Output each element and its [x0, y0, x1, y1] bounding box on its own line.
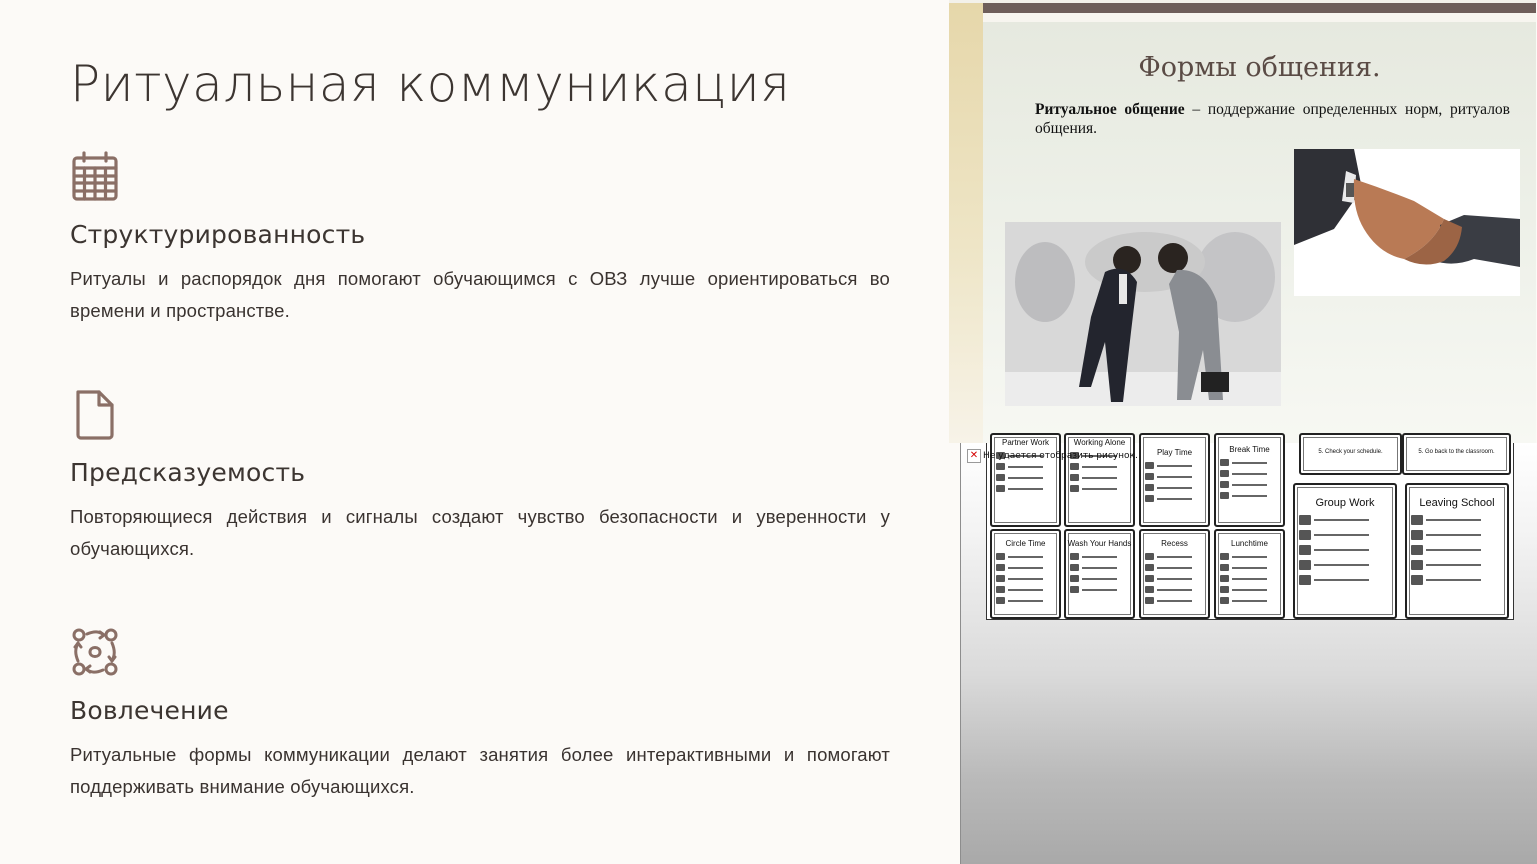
document-icon	[70, 388, 120, 440]
card-title: Recess	[1161, 539, 1188, 548]
broken-image-text: Не удается отобразить рисунок.	[983, 451, 1138, 461]
calendar-icon	[70, 150, 120, 202]
slide-title: Ритуальная коммуникация	[70, 55, 791, 113]
bowing-men-photo	[1005, 222, 1281, 406]
schedule-card	[1293, 483, 1397, 619]
card-title: Wash Your Hands	[1067, 539, 1132, 548]
inset-slide-image	[949, 0, 1536, 443]
schedule-card	[1064, 433, 1135, 527]
inset-top-bar	[960, 3, 1536, 13]
schedule-card	[1064, 529, 1135, 619]
card-title: Working Alone	[1073, 438, 1126, 447]
schedule-card	[1214, 529, 1285, 619]
card-title: 5. Check your schedule.	[1318, 449, 1383, 455]
feature-text: Ритуальные формы коммуникации делают занятия более интерактивными и помогают поддерживать внимание обучающихся.	[70, 744, 890, 797]
feature-engagement	[70, 626, 890, 803]
inset-definition	[1035, 100, 1510, 138]
schedule-card	[1299, 433, 1402, 475]
feature-text: Ритуалы и распорядок дня помогают обучающимся с ОВЗ лучше ориентироваться во времени и пространстве.	[70, 268, 890, 321]
card-title: Break Time	[1229, 445, 1270, 454]
inset-heading: Формы общения.	[1138, 52, 1381, 83]
feature-text: Повторяющиеся действия и сигналы создают чувство безопасности и уверенности у обучающихся.	[70, 506, 890, 559]
feature-heading: Предсказуемость	[70, 458, 306, 487]
card-title: Group Work	[1315, 497, 1375, 509]
schedule-card	[990, 529, 1061, 619]
feature-predictability	[70, 388, 890, 565]
broken-image-frame	[960, 438, 1537, 864]
inset-definition-text: – поддержание определенных норм, ритуалов общения.	[1035, 101, 1511, 137]
feature-structure	[70, 150, 890, 327]
card-title: 5. Go back to the classroom.	[1418, 449, 1495, 455]
inset-term: Ритуальное общение	[1035, 101, 1185, 118]
schedule-card	[1402, 433, 1511, 475]
schedule-cards	[986, 438, 1514, 620]
handshake-photo	[1294, 149, 1520, 296]
broken-image-notice	[967, 449, 1138, 463]
card-title: Leaving School	[1419, 497, 1495, 509]
schedule-card	[1405, 483, 1509, 619]
inset-side-band	[949, 3, 983, 443]
engagement-cycle-icon	[70, 626, 120, 678]
inset-slide	[983, 22, 1536, 443]
schedule-card	[1139, 529, 1210, 619]
card-title: Circle Time	[1005, 539, 1046, 548]
feature-heading: Структурированность	[70, 220, 366, 249]
feature-heading: Вовлечение	[70, 696, 229, 725]
schedule-card	[1139, 433, 1210, 527]
inset-top-stripe	[960, 13, 1536, 22]
card-title: Partner Work	[1002, 438, 1049, 447]
schedule-card	[990, 433, 1061, 527]
card-title: Lunchtime	[1231, 539, 1268, 548]
card-title: Play Time	[1156, 448, 1193, 457]
schedule-card	[1214, 433, 1285, 527]
broken-image-icon: ✕	[967, 449, 981, 463]
